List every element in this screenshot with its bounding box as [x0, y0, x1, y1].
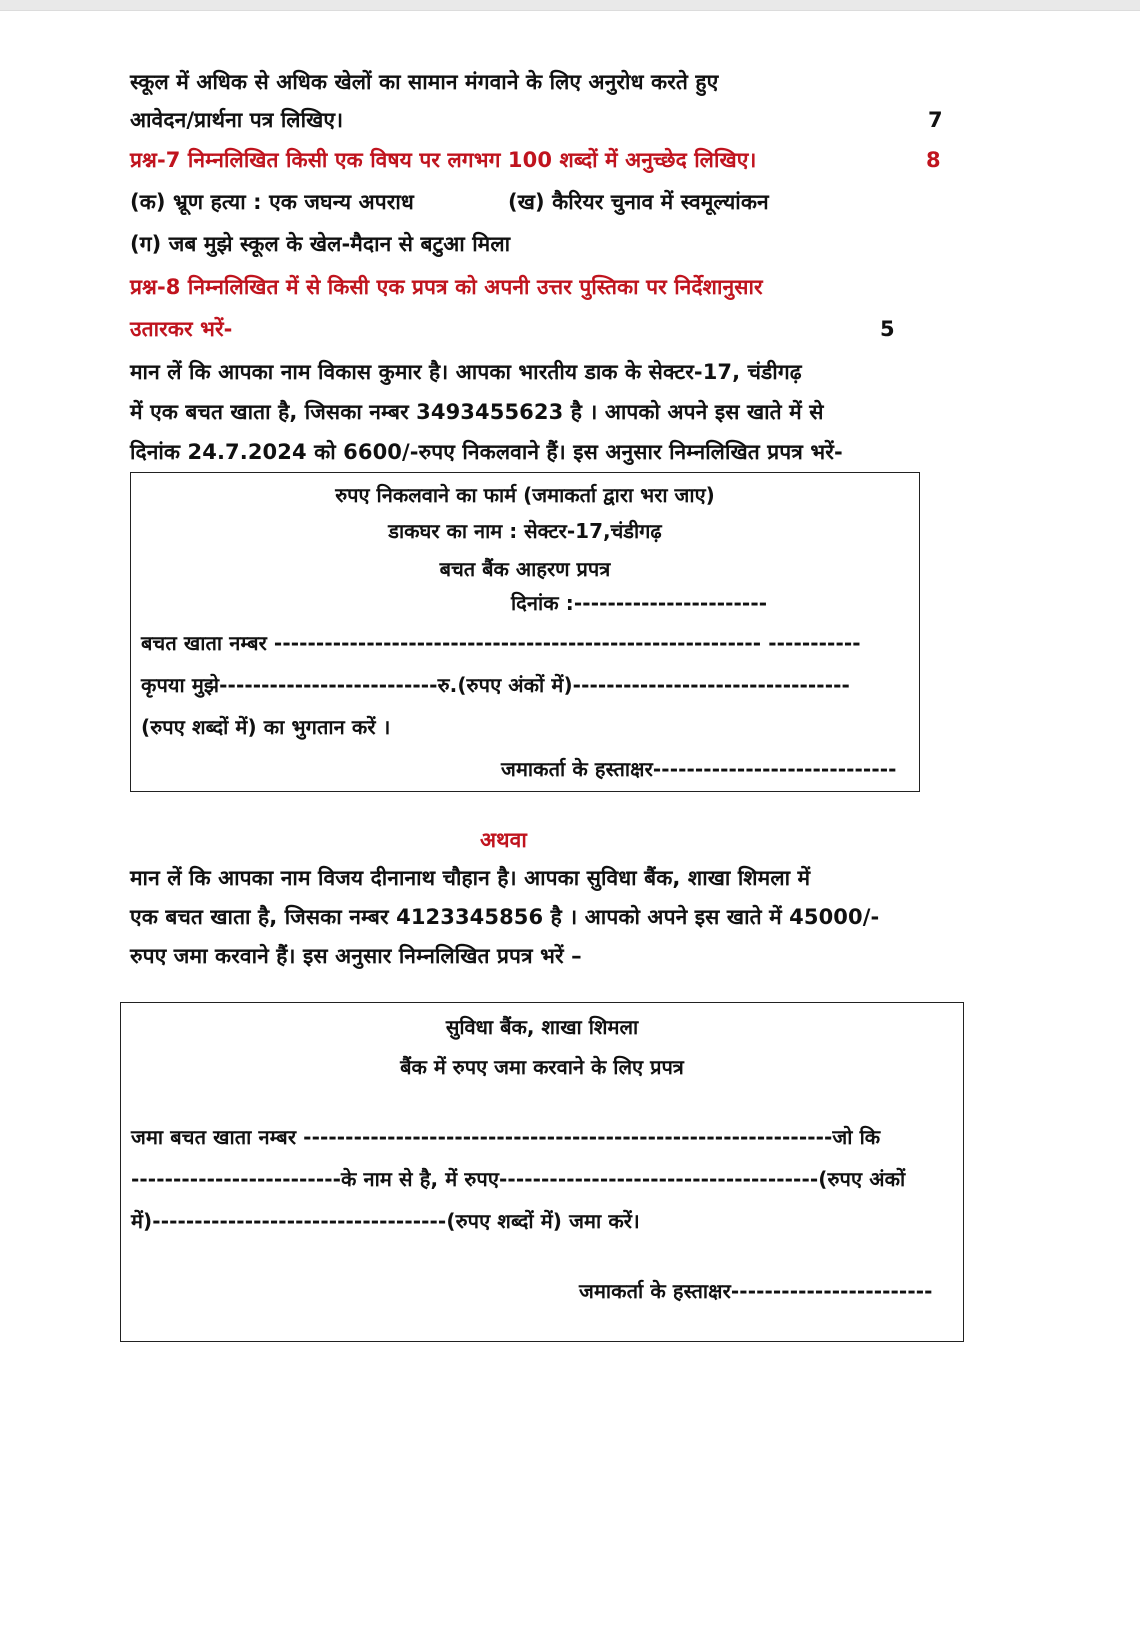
q8-heading-line-1: प्रश्न-8 निम्नलिखित में से किसी एक प्रपत्र को अपनी उत्तर पुस्तिका पर निर्देशानुसार: [130, 275, 763, 299]
withdrawal-form-name: बचत बैंक आहरण प्रपत्र: [439, 557, 611, 581]
q6-text-line-2: आवेदन/प्रार्थना पत्र लिखिए।: [130, 108, 344, 132]
withdrawal-form-account-line: बचत खाता नम्बर ---------------------------------------------------------- -----------: [141, 631, 861, 655]
withdrawal-form-title: रुपए निकलवाने का फार्म (जमाकर्ता द्वारा भरा जाए): [335, 483, 715, 507]
q7-option-c: (ग) जब मुझे स्कूल के खेल-मैदान से बटुआ मिला: [130, 232, 511, 256]
withdrawal-form-signature: जमाकर्ता के हस्ताक्षर-----------------------------: [501, 757, 897, 781]
deposit-form-box: [120, 1002, 964, 1342]
withdrawal-form-pay-line: कृपया मुझे--------------------------रु.(रुपए अंकों में)---------------------------------: [141, 673, 850, 697]
q7-marks: 8: [926, 148, 941, 172]
deposit-form-name-line: -------------------------के नाम से है, में रुपए--------------------------------------(रुपए अंकों: [131, 1167, 906, 1191]
q8-para2-line-3: रुपए जमा करवाने हैं। इस अनुसार निम्नलिखित प्रपत्र भरें –: [130, 944, 582, 968]
q8-para2-line-1: मान लें कि आपका नाम विजय दीनानाथ चौहान है। आपका सुविधा बैंक, शाखा शिमला में: [130, 866, 811, 890]
withdrawal-form-date-line: दिनांक :-----------------------: [511, 591, 768, 615]
deposit-form-account-line: जमा बचत खाता नम्बर ---------------------------------------------------------------जो कि: [131, 1125, 881, 1149]
q8-marks: 5: [880, 317, 895, 341]
q8-para1-line-2: में एक बचत खाता है, जिसका नम्बर 3493455623 है । आपको अपने इस खाते में से: [130, 400, 824, 424]
q8-heading-line-2: उतारकर भरें-: [130, 317, 233, 341]
q8-para1-line-3: दिनांक 24.7.2024 को 6600/-रुपए निकलवाने हैं। इस अनुसार निम्नलिखित प्रपत्र भरें-: [130, 440, 843, 464]
withdrawal-form-box: [130, 472, 920, 792]
withdrawal-form-post-office: डाकघर का नाम : सेक्टर-17,चंडीगढ़: [388, 519, 662, 543]
q7-option-a: (क) भ्रूण हत्या : एक जघन्य अपराध: [130, 190, 414, 214]
q8-para1-line-1: मान लें कि आपका नाम विकास कुमार है। आपका भारतीय डाक के सेक्टर-17, चंडीगढ़: [130, 360, 802, 384]
q7-option-b: (ख) कैरियर चुनाव में स्वमूल्यांकन: [508, 190, 769, 214]
or-label: अथवा: [480, 828, 527, 852]
withdrawal-form-words-line: (रुपए शब्दों में) का भुगतान करें ।: [141, 715, 391, 739]
deposit-form-name: बैंक में रुपए जमा करवाने के लिए प्रपत्र: [400, 1055, 684, 1079]
q6-marks: 7: [928, 108, 943, 132]
deposit-form-words-line: में)-----------------------------------(रुपए शब्दों में) जमा करें।: [131, 1209, 640, 1233]
top-margin-bar: [0, 0, 1140, 11]
q7-heading: प्रश्न-7 निम्नलिखित किसी एक विषय पर लगभग 100 शब्दों में अनुच्छेद लिखिए।: [130, 148, 757, 172]
q6-text-line-1: स्कूल में अधिक से अधिक खेलों का सामान मंगवाने के लिए अनुरोध करते हुए: [130, 70, 719, 94]
q8-para2-line-2: एक बचत खाता है, जिसका नम्बर 4123345856 है । आपको अपने इस खाते में 45000/-: [130, 905, 880, 929]
deposit-form-bank: सुविधा बैंक, शाखा शिमला: [445, 1015, 639, 1039]
deposit-form-signature: जमाकर्ता के हस्ताक्षर------------------------: [579, 1279, 933, 1303]
